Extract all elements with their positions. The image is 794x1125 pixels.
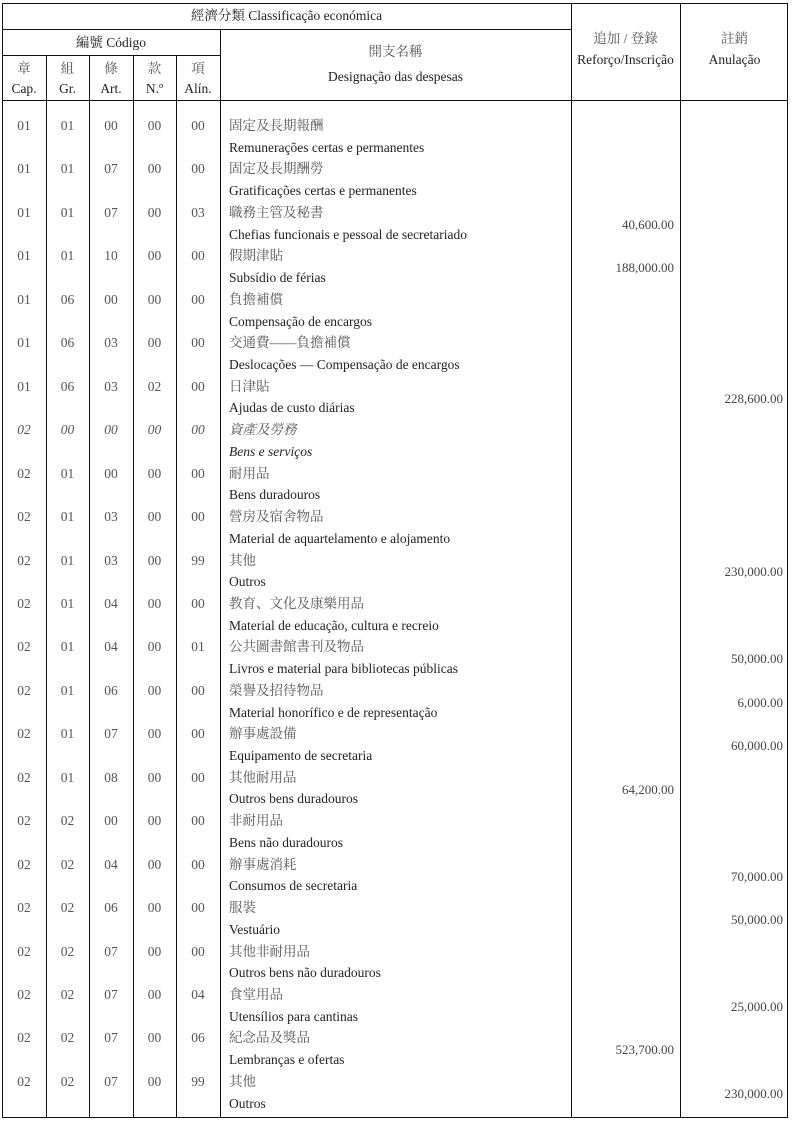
- reforco-amount: 64,200.00: [622, 781, 674, 797]
- code-num: 00: [147, 335, 162, 351]
- designation-pt: Material de educação, cultura e recreio: [229, 617, 439, 633]
- code-cap: 02: [17, 1073, 31, 1089]
- designation-pt: Outros: [229, 1095, 266, 1111]
- code-cap: 02: [17, 900, 31, 916]
- code-num: 00: [147, 682, 162, 698]
- designation-zh: 食堂用品: [229, 987, 283, 1002]
- anulacao-header-zh: 註銷: [721, 31, 748, 46]
- divider: [2, 29, 571, 30]
- code-art: 07: [104, 1073, 118, 1089]
- designation-zh: 榮譽及招待物品: [229, 682, 324, 698]
- code-alin: 00: [191, 856, 205, 872]
- code-alin: 00: [191, 335, 205, 351]
- code-gr: 06: [60, 378, 75, 394]
- code-gr: 01: [60, 769, 75, 785]
- code-gr: 01: [60, 726, 75, 742]
- designation-pt: Consumos de secretaria: [229, 878, 358, 894]
- code-num: 00: [147, 509, 162, 525]
- code-cap: 02: [17, 943, 31, 959]
- code-alin: 00: [191, 248, 205, 264]
- code-alin: 00: [191, 726, 205, 742]
- designation-zh: 辦事處消耗: [229, 856, 297, 872]
- designation-zh: 資產及勞務: [229, 422, 297, 438]
- designation-zh: 耐用品: [229, 465, 270, 481]
- designation-zh: 其他: [229, 1073, 256, 1089]
- designation-zh: 服裝: [229, 900, 256, 916]
- code-gr: 06: [60, 291, 75, 307]
- col-header-cap-zh: 章: [17, 61, 31, 76]
- code-art: 00: [104, 118, 118, 133]
- divider: [571, 3, 572, 1118]
- code-cap: 02: [17, 422, 31, 438]
- code-alin: 00: [191, 595, 205, 611]
- col-header-alin-zh: 項: [191, 61, 205, 76]
- code-num: 00: [147, 595, 162, 611]
- code-alin: 00: [191, 291, 205, 307]
- code-cap: 01: [17, 204, 31, 220]
- code-gr: 01: [60, 552, 75, 568]
- code-art: 03: [104, 378, 118, 394]
- codigo-header: 編號 Código: [75, 35, 147, 50]
- reforco-header-pt: Reforço/Inscrição: [577, 52, 674, 67]
- code-alin: 00: [191, 509, 205, 525]
- designation-pt: Outros bens não duradouros: [229, 965, 381, 981]
- col-header-alin-pt: Alín.: [184, 81, 212, 96]
- designation-pt: Chefias funcionais e pessoal de secretariado: [229, 226, 468, 242]
- col-header-cap-pt: Cap.: [11, 81, 37, 96]
- code-alin: 00: [191, 465, 205, 481]
- designation-pt: Subsídio de férias: [229, 270, 326, 286]
- code-gr: 00: [60, 422, 75, 438]
- code-gr: 01: [60, 465, 75, 481]
- code-art: 03: [104, 509, 118, 525]
- designation-pt: Compensação de encargos: [229, 313, 372, 329]
- code-num: 00: [147, 118, 162, 133]
- col-header-num-zh: 款: [147, 61, 162, 76]
- code-num: 00: [147, 856, 162, 872]
- code-cap: 02: [17, 465, 31, 481]
- designation-zh: 營房及宿舍物品: [229, 509, 324, 525]
- designation-pt: Material honorífico e de representação: [229, 704, 438, 720]
- designation-pt: Utensílios para cantinas: [229, 1008, 358, 1024]
- code-alin: 00: [191, 769, 205, 785]
- designation-zh: 紀念品及獎品: [229, 1030, 310, 1046]
- code-art: 03: [104, 552, 118, 568]
- code-gr: 02: [60, 1030, 75, 1046]
- code-cap: 02: [17, 769, 31, 785]
- col-header-num-pt: N.º: [145, 81, 164, 96]
- code-num: 00: [147, 422, 162, 438]
- code-gr: 02: [60, 856, 75, 872]
- designation-zh: 職務主管及秘書: [229, 204, 324, 220]
- code-art: 10: [104, 248, 118, 264]
- code-cap: 01: [17, 335, 31, 351]
- designation-zh: 其他非耐用品: [229, 943, 310, 959]
- code-alin: 00: [191, 422, 205, 438]
- anulacao-amount: 230,000.00: [724, 564, 783, 580]
- code-art: 07: [104, 161, 118, 177]
- code-cap: 01: [17, 118, 31, 133]
- code-cap: 02: [17, 552, 31, 568]
- code-cap: 02: [17, 856, 31, 872]
- code-gr: 01: [60, 204, 75, 220]
- code-alin: 01: [191, 639, 205, 655]
- anulacao-amount: 50,000.00: [731, 911, 783, 927]
- code-art: 08: [104, 769, 118, 785]
- code-gr: 01: [60, 118, 75, 133]
- code-num: 00: [147, 769, 162, 785]
- code-num: 00: [147, 987, 162, 1002]
- code-alin: 00: [191, 813, 205, 829]
- code-num: 00: [147, 161, 162, 177]
- designation-zh: 辦事處設備: [229, 726, 297, 742]
- designation-header-pt: Designação das despesas: [328, 69, 463, 84]
- designation-pt: Deslocações — Compensação de encargos: [229, 356, 460, 372]
- code-cap: 01: [17, 378, 31, 394]
- code-art: 04: [104, 639, 118, 655]
- designation-zh: 交通費——負擔補償: [229, 335, 351, 351]
- code-gr: 02: [60, 813, 75, 829]
- code-cap: 01: [17, 161, 31, 177]
- code-art: 07: [104, 943, 118, 959]
- designation-pt: Bens não duradouros: [229, 834, 343, 850]
- reforco-amount: 188,000.00: [615, 260, 674, 276]
- code-alin: 00: [191, 161, 205, 177]
- designation-zh: 假期津貼: [229, 248, 283, 264]
- designation-pt: Gratificações certas e permanentes: [229, 183, 417, 199]
- code-cap: 01: [17, 291, 31, 307]
- code-alin: 03: [191, 204, 205, 220]
- code-gr: 01: [60, 509, 75, 525]
- code-alin: 04: [191, 987, 205, 1002]
- code-gr: 01: [60, 248, 75, 264]
- code-alin: 06: [191, 1030, 205, 1046]
- code-art: 00: [104, 465, 118, 481]
- designation-pt: Equipamento de secretaria: [229, 748, 373, 763]
- code-cap: 02: [17, 595, 31, 611]
- code-cap: 02: [17, 1030, 31, 1046]
- designation-zh: 教育、文化及康樂用品: [229, 595, 364, 611]
- code-gr: 06: [60, 335, 75, 351]
- code-gr: 01: [60, 161, 75, 177]
- designation-pt: Ajudas de custo diárias: [229, 400, 355, 416]
- code-num: 00: [147, 943, 162, 959]
- code-gr: 02: [60, 987, 75, 1002]
- anulacao-amount: 70,000.00: [731, 868, 783, 884]
- code-gr: 01: [60, 639, 75, 655]
- designation-pt: Lembranças e ofertas: [229, 1052, 345, 1068]
- designation-zh: 其他: [229, 552, 256, 568]
- code-num: 00: [147, 1030, 162, 1046]
- code-art: 07: [104, 1030, 118, 1046]
- col-header-gr-zh: 組: [60, 61, 75, 76]
- col-header-art-pt: Art.: [100, 81, 122, 96]
- code-gr: 01: [60, 595, 75, 611]
- col-header-gr-pt: Gr.: [59, 81, 76, 96]
- divider: [2, 55, 220, 56]
- code-alin: 00: [191, 943, 205, 959]
- code-num: 00: [147, 552, 162, 568]
- designation-pt: Livros e material para bibliotecas públicas: [229, 661, 459, 677]
- code-art: 07: [104, 204, 118, 220]
- code-art: 00: [104, 813, 118, 829]
- anulacao-amount: 25,000.00: [731, 998, 783, 1014]
- designation-pt: Outros: [229, 574, 266, 590]
- code-gr: 02: [60, 943, 75, 959]
- code-gr: 02: [60, 900, 75, 916]
- designation-pt: Bens e serviços: [229, 443, 313, 459]
- code-num: 00: [147, 900, 162, 916]
- designation-zh: 固定及長期報酬: [229, 118, 324, 133]
- code-num: 00: [147, 291, 162, 307]
- anulacao-amount: 230,000.00: [724, 1085, 783, 1101]
- code-cap: 02: [17, 509, 31, 525]
- designation-pt: Material de aquartelamento e alojamento: [229, 530, 451, 546]
- code-alin: 00: [191, 378, 205, 394]
- reforco-header-zh: 追加 / 登錄: [593, 31, 658, 46]
- code-num: 00: [147, 1073, 162, 1089]
- code-num: 00: [147, 248, 162, 264]
- col-header-art-zh: 條: [104, 61, 118, 76]
- designation-zh: 固定及長期酬勞: [229, 161, 324, 177]
- code-art: 04: [104, 595, 118, 611]
- code-alin: 00: [191, 682, 205, 698]
- classification-header: 經濟分類 Classificação económica: [190, 8, 383, 23]
- designation-pt: Remunerações certas e permanentes: [229, 139, 425, 155]
- code-alin: 99: [191, 1073, 205, 1089]
- code-art: 03: [104, 335, 118, 351]
- code-cap: 02: [17, 726, 31, 742]
- designation-zh: 公共圖書館書刊及物品: [229, 639, 364, 655]
- anulacao-header-pt: Anulação: [708, 52, 761, 67]
- code-alin: 00: [191, 118, 205, 133]
- code-alin: 00: [191, 900, 205, 916]
- reforco-amount: 523,700.00: [615, 1042, 674, 1058]
- code-cap: 02: [17, 639, 31, 655]
- anulacao-amount: 6,000.00: [737, 694, 783, 710]
- designation-pt: Bens duradouros: [229, 487, 321, 503]
- code-num: 00: [147, 639, 162, 655]
- code-art: 00: [104, 291, 118, 307]
- designation-zh: 日津貼: [229, 378, 270, 394]
- designation-pt: Vestuário: [229, 921, 280, 937]
- code-art: 07: [104, 987, 118, 1002]
- code-cap: 01: [17, 248, 31, 264]
- code-num: 00: [147, 813, 162, 829]
- designation-zh: 非耐用品: [229, 813, 283, 829]
- code-cap: 02: [17, 682, 31, 698]
- code-num: 00: [147, 726, 162, 742]
- divider: [2, 100, 788, 101]
- anulacao-amount: 50,000.00: [731, 651, 783, 667]
- code-alin: 99: [191, 552, 205, 568]
- code-gr: 02: [60, 1073, 75, 1089]
- divider: [220, 29, 221, 1118]
- divider: [680, 3, 681, 1118]
- code-cap: 02: [17, 813, 31, 829]
- code-art: 06: [104, 900, 118, 916]
- code-num: 00: [147, 465, 162, 481]
- reforco-amount: 40,600.00: [622, 216, 674, 232]
- code-art: 07: [104, 726, 118, 742]
- code-num: 02: [147, 378, 162, 394]
- code-art: 00: [104, 422, 118, 438]
- code-num: 00: [147, 204, 162, 220]
- code-gr: 01: [60, 682, 75, 698]
- code-art: 06: [104, 682, 118, 698]
- designation-pt: Outros bens duradouros: [229, 791, 358, 807]
- designation-header-zh: 開支名稱: [368, 44, 423, 59]
- designation-zh: 負擔補償: [229, 291, 283, 307]
- code-art: 04: [104, 856, 118, 872]
- anulacao-amount: 60,000.00: [731, 738, 783, 754]
- code-cap: 02: [17, 987, 31, 1002]
- anulacao-amount: 228,600.00: [724, 390, 783, 406]
- designation-zh: 其他耐用品: [229, 769, 297, 785]
